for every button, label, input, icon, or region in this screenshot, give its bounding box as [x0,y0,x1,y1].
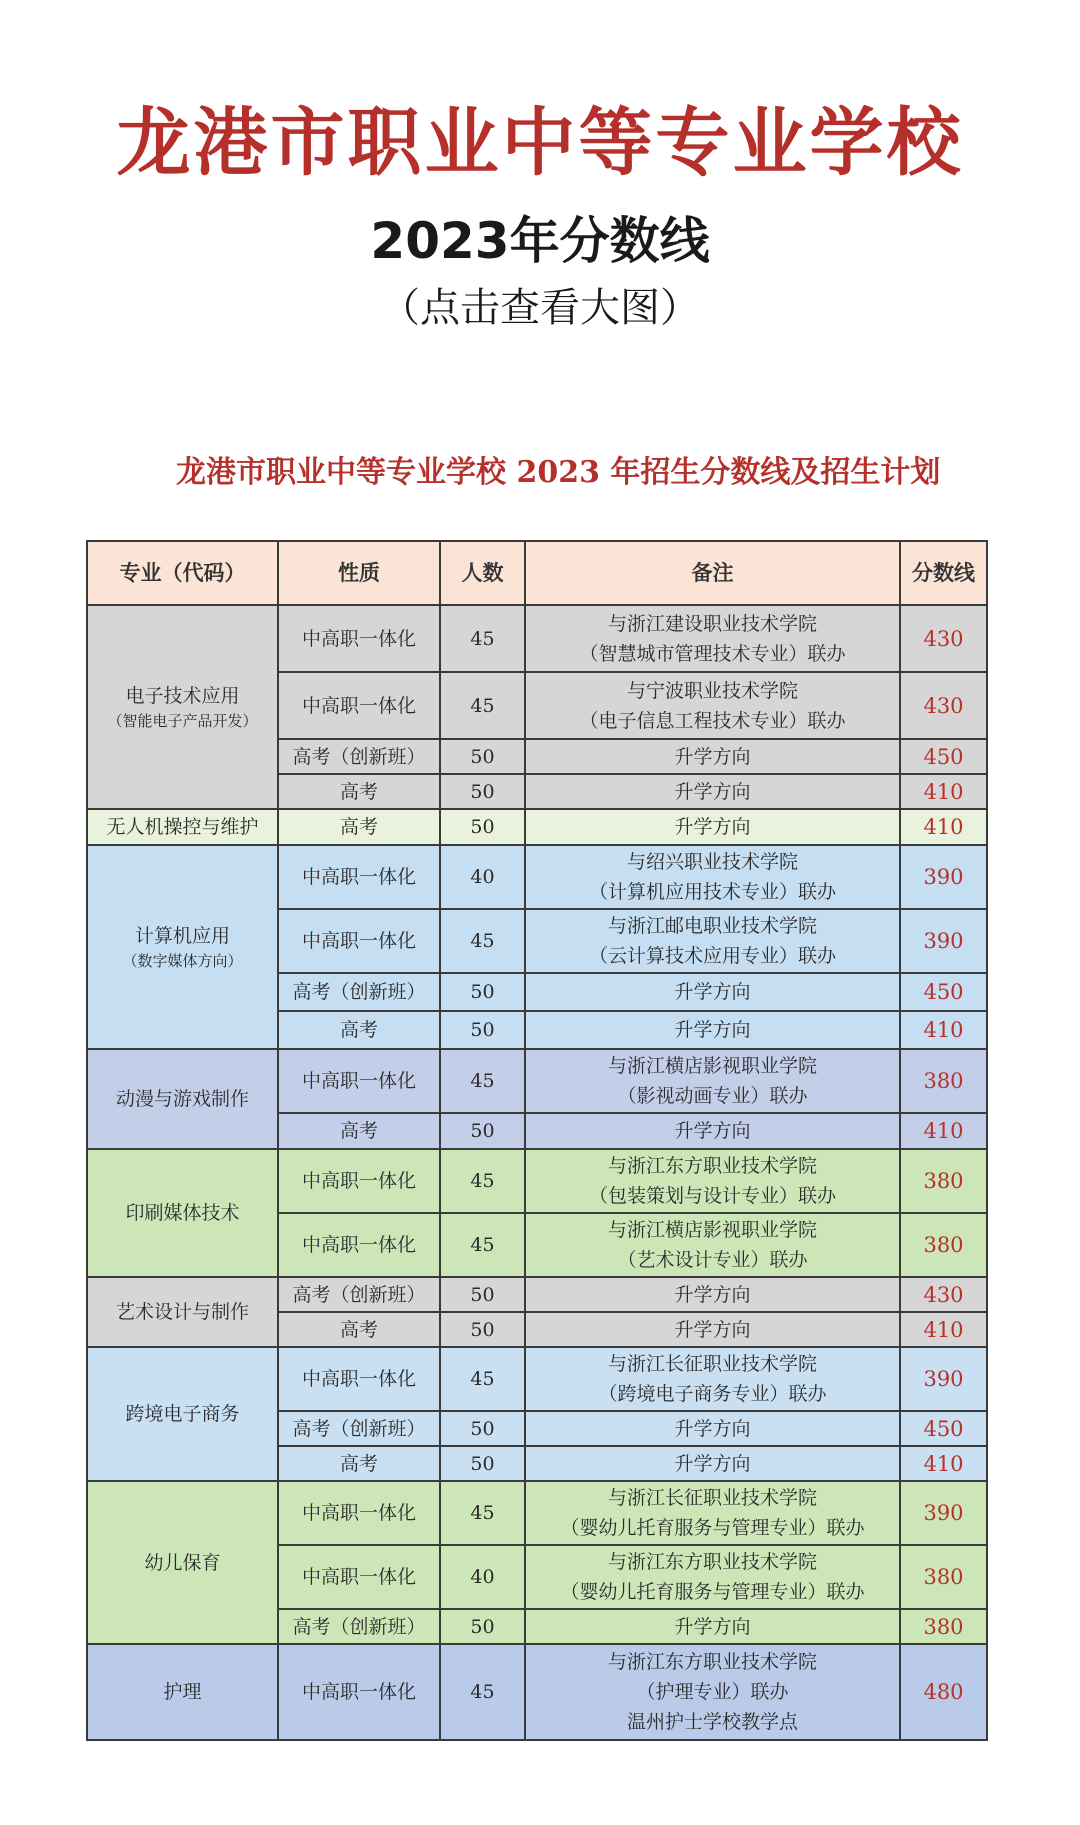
table-row [87,1347,987,1411]
table-row [87,809,987,845]
note-line: 升学方向 [674,745,751,768]
score-cell: 390 [900,909,987,973]
note-cell [525,909,900,973]
table-body [87,605,987,1740]
major-cell [87,809,278,845]
count-cell: 50 [440,1277,525,1312]
major-cell [87,1149,278,1277]
count-cell: 45 [440,909,525,973]
note-line: （云计算技术应用专业）联办 [588,945,836,967]
score-cell: 410 [900,1011,987,1049]
score-cell: 480 [900,1644,987,1740]
major-name: 动漫与游戏制作 [115,1088,249,1110]
major-name: 无人机操控与维护 [106,816,259,838]
count-cell: 45 [440,1213,525,1277]
count-cell: 50 [440,1312,525,1347]
score-cell: 410 [900,809,987,845]
table-header-row [87,541,987,605]
note-line: （婴幼儿托育服务与管理专业）联办 [560,1581,865,1603]
table-title: 龙港市职业中等专业学校 2023 年招生分数线及招生计划 [176,455,941,490]
note-cell [525,1481,900,1545]
note-cell [525,1609,900,1644]
type-cell: 高考（创新班） [278,739,440,774]
note-cell [525,1312,900,1347]
note-cell [525,605,900,672]
header-type: 性质 [278,541,440,605]
header-note: 备注 [525,541,900,605]
note-cell [525,1545,900,1609]
type-cell: 高考（创新班） [278,1277,440,1312]
note-line: （艺术设计专业）联办 [617,1249,808,1271]
type-cell: 高考 [278,1113,440,1149]
note-line: 升学方向 [674,1452,751,1475]
note-line: （跨境电子商务专业）联办 [598,1383,827,1405]
note-line: （婴幼儿托育服务与管理专业）联办 [560,1517,865,1539]
major-cell [87,1049,278,1149]
note-line: 与浙江长征职业技术学院 [607,1487,817,1509]
note-cell [525,973,900,1011]
type-cell: 中高职一体化 [278,1481,440,1545]
type-cell: 中高职一体化 [278,1149,440,1213]
count-cell: 45 [440,605,525,672]
count-cell: 50 [440,1609,525,1644]
major-cell [87,605,278,809]
note-line: 与浙江横店影视职业学院 [607,1219,817,1241]
note-line: （影视动画专业）联办 [617,1085,808,1107]
note-cell [525,809,900,845]
type-cell: 中高职一体化 [278,672,440,739]
note-line: （包装策划与设计专业）联办 [588,1185,836,1207]
header-score: 分数线 [900,541,987,605]
note-line: 与浙江横店影视职业学院 [607,1055,817,1077]
major-cell [87,1347,278,1481]
major-direction: （智能电子产品开发） [107,712,258,730]
note-line: （智慧城市管理技术专业）联办 [579,642,846,665]
score-cell: 430 [900,1277,987,1312]
note-line: 与浙江东方职业技术学院 [607,1651,817,1673]
score-cell: 380 [900,1149,987,1213]
count-cell: 50 [440,1113,525,1149]
type-cell: 中高职一体化 [278,1644,440,1740]
note-line: 与浙江长征职业技术学院 [607,1353,817,1375]
score-cell: 380 [900,1545,987,1609]
score-cell: 450 [900,1411,987,1446]
count-cell: 50 [440,739,525,774]
table-row [87,605,987,672]
count-cell: 50 [440,809,525,845]
type-cell: 中高职一体化 [278,1347,440,1411]
count-cell: 45 [440,672,525,739]
view-large-image-hint[interactable]: （点击查看大图） [380,285,700,331]
note-cell [525,774,900,809]
header-count: 人数 [440,541,525,605]
note-line: 与宁波职业技术学院 [626,679,798,702]
score-cell: 450 [900,739,987,774]
table-row [87,1481,987,1545]
note-line: 升学方向 [674,1417,751,1440]
count-cell: 50 [440,1011,525,1049]
count-cell: 45 [440,1644,525,1740]
note-cell [525,1446,900,1481]
score-cell: 390 [900,845,987,909]
type-cell: 高考 [278,1011,440,1049]
admission-score-table [86,540,988,1741]
note-cell [525,1213,900,1277]
note-line: 升学方向 [674,981,751,1003]
count-cell: 50 [440,1411,525,1446]
table-row [87,1149,987,1213]
note-line: 与浙江邮电职业技术学院 [607,915,817,937]
note-line: 升学方向 [674,1283,751,1306]
note-cell [525,1113,900,1149]
count-cell: 40 [440,1545,525,1609]
type-cell: 高考 [278,774,440,809]
count-cell: 40 [440,845,525,909]
score-cell: 390 [900,1347,987,1411]
count-cell: 45 [440,1481,525,1545]
note-line: 升学方向 [674,1318,751,1341]
count-cell: 45 [440,1149,525,1213]
type-cell: 中高职一体化 [278,605,440,672]
note-cell [525,845,900,909]
major-cell [87,1644,278,1740]
note-cell [525,1049,900,1113]
type-cell: 高考 [278,1312,440,1347]
table-row [87,845,987,909]
major-cell [87,1277,278,1347]
table-row [87,1049,987,1113]
major-name: 护理 [163,1681,202,1703]
count-cell: 45 [440,1049,525,1113]
score-cell: 410 [900,1446,987,1481]
note-cell [525,1347,900,1411]
note-cell [525,1277,900,1312]
major-name: 幼儿保育 [144,1551,221,1574]
major-name: 跨境电子商务 [125,1403,240,1425]
major-name: 电子技术应用 [125,685,240,707]
score-cell: 430 [900,605,987,672]
major-cell [87,845,278,1049]
major-name: 计算机应用 [134,925,230,947]
page-subtitle: 2023年分数线 [370,212,710,270]
note-line: （计算机应用技术专业）联办 [588,881,836,903]
score-cell: 410 [900,1312,987,1347]
type-cell: 中高职一体化 [278,1213,440,1277]
note-line: （护理专业）联办 [636,1681,789,1703]
type-cell: 高考（创新班） [278,973,440,1011]
score-cell: 380 [900,1049,987,1113]
note-line: 与浙江东方职业技术学院 [607,1155,817,1177]
type-cell: 中高职一体化 [278,845,440,909]
major-cell [87,1481,278,1644]
score-cell: 390 [900,1481,987,1545]
count-cell: 45 [440,1347,525,1411]
major-name: 印刷媒体技术 [125,1202,240,1224]
table-row [87,1644,987,1740]
major-direction: （数字媒体方向） [122,952,243,970]
major-name: 艺术设计与制作 [115,1301,249,1323]
note-line: 升学方向 [674,1019,751,1041]
note-line: 升学方向 [674,1615,751,1638]
note-line: 升学方向 [674,780,751,803]
type-cell: 中高职一体化 [278,1049,440,1113]
note-line: 温州护士学校教学点 [626,1711,798,1733]
count-cell: 50 [440,973,525,1011]
score-cell: 430 [900,672,987,739]
type-cell: 高考（创新班） [278,1609,440,1644]
page-title: 龙港市职业中等专业学校 [116,100,964,186]
score-cell: 410 [900,774,987,809]
header-major: 专业（代码） [87,541,278,605]
score-cell: 380 [900,1213,987,1277]
note-line: 升学方向 [674,1120,751,1142]
count-cell: 50 [440,774,525,809]
note-cell [525,1011,900,1049]
note-cell [525,739,900,774]
type-cell: 中高职一体化 [278,909,440,973]
score-cell: 450 [900,973,987,1011]
type-cell: 高考 [278,1446,440,1481]
type-cell: 中高职一体化 [278,1545,440,1609]
note-line: （电子信息工程技术专业）联办 [579,709,846,732]
type-cell: 高考 [278,809,440,845]
note-cell [525,1149,900,1213]
note-line: 与浙江建设职业技术学院 [607,612,817,635]
note-cell [525,672,900,739]
score-cell: 410 [900,1113,987,1149]
note-line: 与绍兴职业技术学院 [626,851,798,873]
note-line: 升学方向 [674,816,751,838]
count-cell: 50 [440,1446,525,1481]
note-cell [525,1644,900,1740]
type-cell: 高考（创新班） [278,1411,440,1446]
table-row [87,1277,987,1312]
score-cell: 380 [900,1609,987,1644]
note-line: 与浙江东方职业技术学院 [607,1551,817,1573]
note-cell [525,1411,900,1446]
